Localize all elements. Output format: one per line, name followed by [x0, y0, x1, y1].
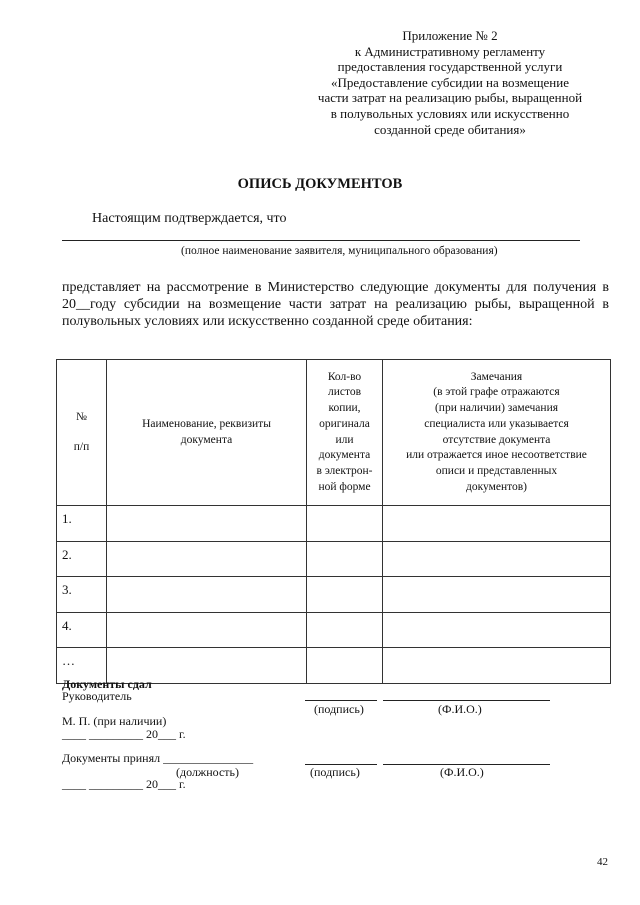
- submitted-heading: Документы сдал: [62, 677, 152, 691]
- appendix-line: предоставления государственной услуги: [337, 59, 563, 75]
- head-label: Руководитель: [62, 689, 132, 703]
- receiver-position-caption: (должность): [176, 765, 239, 779]
- remarks-cell[interactable]: [383, 612, 611, 648]
- remarks-cell[interactable]: [383, 506, 611, 542]
- submitter-fio-line[interactable]: [383, 700, 550, 701]
- sheet-count-cell[interactable]: [307, 612, 383, 648]
- appendix-line: части затрат на реализацию рыбы, выращенной: [317, 90, 583, 106]
- page-number: 42: [597, 856, 608, 868]
- table-row: [57, 541, 611, 577]
- document-name-cell[interactable]: [107, 612, 307, 648]
- appendix-note: [300, 28, 600, 137]
- receiver-signature-caption: (подпись): [310, 765, 360, 779]
- table-row: [57, 577, 611, 613]
- appendix-line: созданной среде обитания»: [374, 121, 526, 137]
- appendix-line: в полувольных условиях или искусственно: [330, 105, 570, 121]
- document-title: ОПИСЬ ДОКУМЕНТОВ: [237, 176, 403, 192]
- submitter-signature-line[interactable]: [305, 700, 377, 701]
- sheet-count-cell[interactable]: [307, 541, 383, 577]
- receiver-fio-caption: (Ф.И.О.): [440, 765, 484, 779]
- appendix-line: Приложение № 2: [402, 28, 498, 43]
- header-num: № п/п: [57, 360, 107, 506]
- header-remarks: Замечания (в этой графе отражаются (при наличии) замечания специалиста или указывается отсутствие документа или отражается иное несоответствие описи и представленных документов): [383, 360, 611, 506]
- submitted-date-line[interactable]: ____ _________ 20___ г.: [62, 727, 186, 741]
- submitter-fio-caption: (Ф.И.О.): [438, 702, 482, 716]
- row-number: 1.: [57, 506, 107, 542]
- row-number: 4.: [57, 612, 107, 648]
- documents-table: [56, 359, 611, 684]
- sheet-count-cell[interactable]: [307, 577, 383, 613]
- receiver-position-line[interactable]: _______________: [163, 751, 254, 765]
- document-name-cell[interactable]: [107, 506, 307, 542]
- submitter-signature-caption: (подпись): [314, 702, 364, 716]
- row-number: …: [57, 648, 107, 684]
- table-header-row: [57, 360, 611, 506]
- applicant-caption: (полное наименование заявителя, муниципального образования): [181, 245, 498, 257]
- received-date-line[interactable]: ____ _________ 20___ г.: [62, 777, 186, 791]
- received-label-text: Документы принял: [62, 751, 161, 765]
- stamp-label: М. П. (при наличии): [62, 714, 167, 728]
- header-sheet-count: Кол-во листов копии, оригинала или документа в электрон- ной форме: [307, 360, 383, 506]
- row-number: 3.: [57, 577, 107, 613]
- appendix-line: к Административному регламенту: [354, 43, 546, 59]
- sheet-count-cell[interactable]: [307, 648, 383, 684]
- sheet-count-cell[interactable]: [307, 506, 383, 542]
- remarks-cell[interactable]: [383, 577, 611, 613]
- document-name-cell[interactable]: [107, 577, 307, 613]
- table-row: [57, 612, 611, 648]
- remarks-cell[interactable]: [383, 648, 611, 684]
- document-name-cell[interactable]: [107, 541, 307, 577]
- row-number: 2.: [57, 541, 107, 577]
- appendix-line: «Предоставление субсидии на возмещение: [331, 74, 569, 90]
- confirm-text: Настоящим подтверждается, что: [92, 211, 287, 226]
- request-paragraph: представляет на рассмотрение в Министерство следующие документы для получения в 20__году субсидии на возмещение части затрат на реализацию рыбы, выращенной в полувольных условиях или искусственно созданной среде обитания:: [62, 280, 609, 330]
- received-label: [62, 751, 253, 766]
- applicant-name-line[interactable]: [62, 240, 580, 241]
- table-row: [57, 506, 611, 542]
- header-document-name: Наименование, реквизиты документа: [107, 360, 307, 506]
- remarks-cell[interactable]: [383, 541, 611, 577]
